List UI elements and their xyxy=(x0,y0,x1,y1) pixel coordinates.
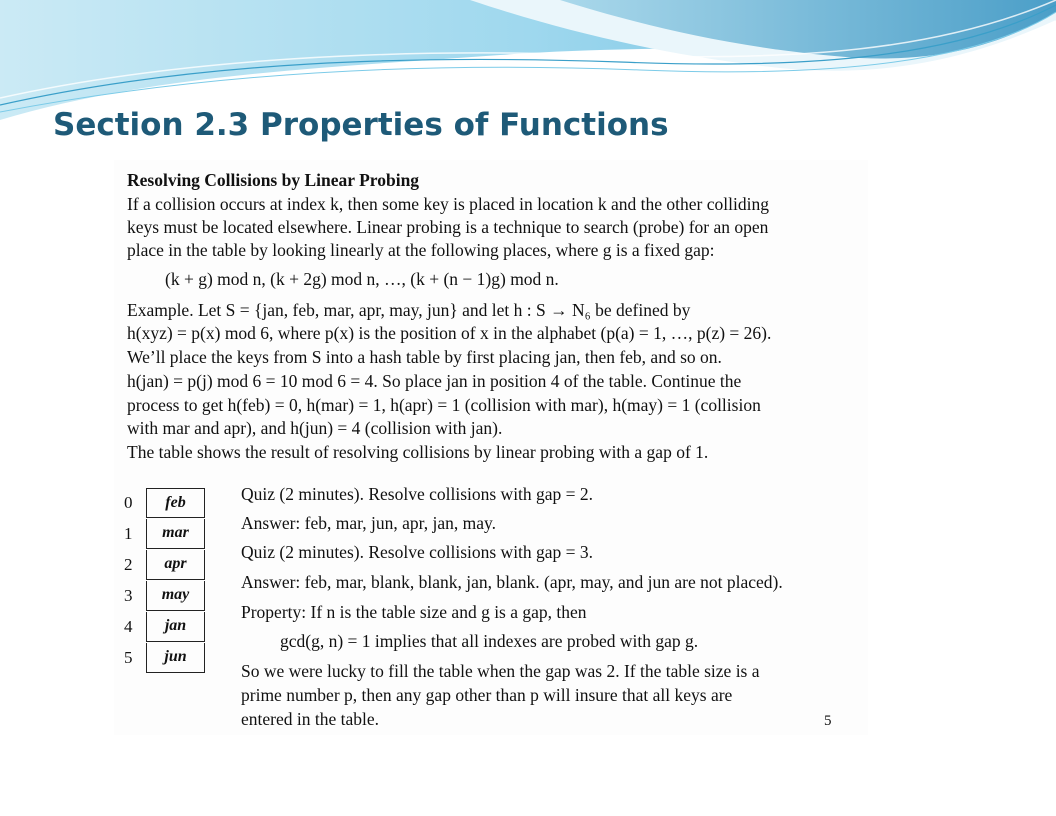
formula-line: (k + g) mod n, (k + 2g) mod n, …, (k + (n − 1)g) mod n. xyxy=(165,269,559,289)
text-line: with mar and apr), and h(jun) = 4 (collision with jan). xyxy=(127,418,503,438)
page-number: 5 xyxy=(824,713,832,729)
answer-line: Answer: feb, mar, jun, apr, jan, may. xyxy=(241,513,497,533)
table-cell: feb xyxy=(146,488,205,518)
text-line: h(xyz) = p(x) mod 6, where p(x) is the position of x in the alphabet (p(a) = 1, …, p(z) = 26). xyxy=(127,323,772,343)
table-index: 1 xyxy=(124,524,133,543)
text-line: The table shows the result of resolving collisions by linear probing with a gap of 1. xyxy=(127,442,709,462)
table-index: 4 xyxy=(124,617,133,636)
text-line: h(jan) = p(j) mod 6 = 10 mod 6 = 4. So place jan in position 4 of the table. Continue the xyxy=(127,371,742,391)
table-row xyxy=(114,519,214,550)
text-line: If a collision occurs at index k, then some key is placed in location k and the other colliding xyxy=(127,194,769,214)
table-index: 3 xyxy=(124,586,133,605)
text-line: We’ll place the keys from S into a hash table by first placing jan, then feb, and so on. xyxy=(127,347,722,367)
scanned-textbook-page xyxy=(114,160,868,735)
table-row xyxy=(114,550,214,581)
table-index: 5 xyxy=(124,648,133,667)
quiz-line: Quiz (2 minutes). Resolve collisions with gap = 2. xyxy=(241,484,594,504)
table-row xyxy=(114,612,214,643)
section-heading: Resolving Collisions by Linear Probing xyxy=(127,170,420,190)
table-row xyxy=(114,488,214,519)
table-cell: apr xyxy=(146,550,205,580)
text-line: process to get h(feb) = 0, h(mar) = 1, h(apr) = 1 (collision with mar), h(may) = 1 (collision xyxy=(127,395,761,415)
table-cell: jan xyxy=(146,612,205,642)
property-formula: gcd(g, n) = 1 implies that all indexes are probed with gap g. xyxy=(280,631,699,651)
text-line: place in the table by looking linearly at the following places, where g is a fixed gap: xyxy=(127,240,715,260)
table-cell: may xyxy=(146,581,205,611)
table-index: 0 xyxy=(124,493,133,512)
table-row xyxy=(114,581,214,612)
text-line: So we were lucky to fill the table when the gap was 2. If the table size is a xyxy=(241,661,760,681)
table-cell: jun xyxy=(146,643,205,673)
slide-title: Section 2.3 Properties of Functions xyxy=(53,107,669,143)
text-line: Example. Let S = {jan, feb, mar, apr, may, jun} and let h : S → N₆ be defined by xyxy=(127,300,691,320)
answer-line: Answer: feb, mar, blank, blank, jan, blank. (apr, may, and jun are not placed). xyxy=(241,572,783,592)
table-index: 2 xyxy=(124,555,133,574)
table-cell: mar xyxy=(146,519,205,549)
text-line: prime number p, then any gap other than p will insure that all keys are xyxy=(241,685,733,705)
table-row xyxy=(114,643,214,674)
property-line: Property: If n is the table size and g is a gap, then xyxy=(241,602,587,622)
quiz-line: Quiz (2 minutes). Resolve collisions with gap = 3. xyxy=(241,542,594,562)
text-line: entered in the table. xyxy=(241,709,379,729)
text-line: keys must be located elsewhere. Linear probing is a technique to search (probe) for an open xyxy=(127,217,769,237)
